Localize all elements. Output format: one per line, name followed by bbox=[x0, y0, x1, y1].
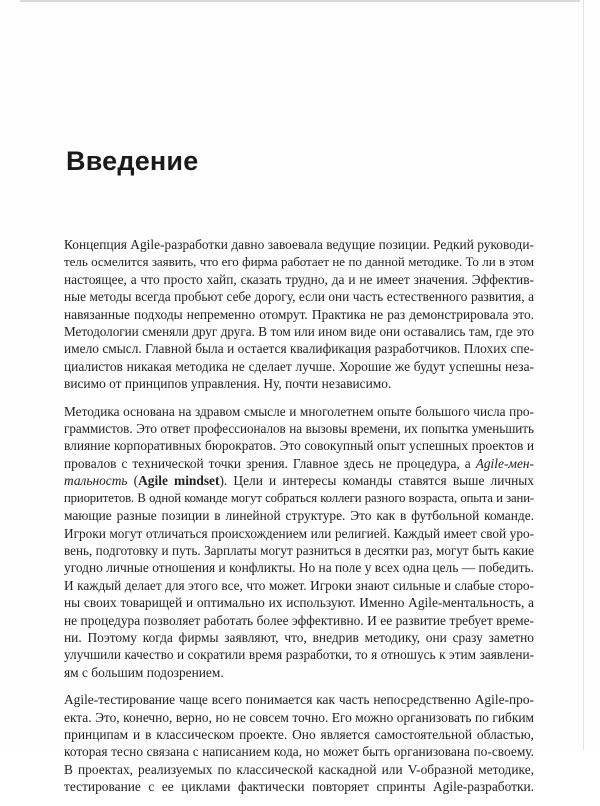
text-line: мающие разные позиции в линейной структуре. Это как в футбольной команде. bbox=[64, 508, 534, 524]
italic-term: тальность bbox=[64, 473, 128, 489]
text-line: И каждый делает для этого все, что может. Игроки знают сильные и слабые сторо- bbox=[64, 577, 534, 593]
text-line: принципам и в классическом проекте. Оно является самостоятельной областью, bbox=[64, 726, 534, 742]
text-line: улучшили качество и сократили время разработки, то я отношусь к этим заявлени- bbox=[64, 647, 534, 663]
page-right-edge bbox=[583, 0, 584, 750]
text-line: вень, подготовку и путь. Зарплаты могут разниться в десятки раз, могут быть какие bbox=[64, 542, 534, 558]
text-line: Методологии сменяли друг друга. В том или ином виде они оставались там, где это bbox=[64, 324, 534, 340]
text-line: висимо от принципов управления. Ну, почти независимо. bbox=[64, 376, 392, 392]
text-line-with-italic bbox=[64, 455, 534, 472]
text-run: ( bbox=[127, 473, 139, 489]
text-line: ям с большим подозрением. bbox=[64, 664, 224, 680]
paragraph-3 bbox=[64, 691, 534, 795]
text-line: ны своих товарищей и оптимально их используют. Именно Agile-ментальность, а bbox=[64, 595, 534, 611]
text-line: навязанные подходы непременно отомрут. Практика не раз демонстрировала это. bbox=[64, 306, 534, 322]
text-line: ные методы всегда пробьют себе дорогу, если они часть естественного развития, а bbox=[64, 289, 534, 305]
text-line: имело смысл. Главной была и остается квалификация разработчиков. Плохих спе- bbox=[64, 341, 534, 357]
paragraph-1 bbox=[64, 236, 534, 393]
chapter-title: Введение bbox=[66, 146, 199, 176]
text-line: екта. Это, конечно, верно, но не совсем точно. Его можно организовать по гибким bbox=[64, 709, 534, 725]
text-line: не процедура позволяет работать более эффективно. И ее развитие требует време- bbox=[64, 612, 534, 628]
text-line: циалистов никакая методика не сделает лучше. Хорошие же будут успешны неза- bbox=[64, 358, 534, 374]
text-line: Игроки могут отличаться происхождением или религией. Каждый имеет свой уро- bbox=[64, 525, 534, 541]
text-line: Agile-тестирование чаще всего понимается как часть непосредственно Agile-про- bbox=[64, 692, 534, 708]
text-run: ). Цели и интересы команды ставятся выше личных bbox=[219, 473, 534, 489]
text-line: Концепция Agile-разработки давно завоевала ведущие позиции. Редкий руководи- bbox=[64, 237, 534, 252]
text-line: приоритетов. В одной команде могут собраться коллеги разного возраста, опыта и зани- bbox=[64, 490, 534, 505]
text-line: которая тесно связана с написанием кода, но может быть организована по-своему. bbox=[64, 744, 534, 760]
text-line: тель осмелится заявить, что его фирма работает не по данной методике. То ли в этом bbox=[64, 254, 534, 270]
text-line: В проектах, реализуемых по классической каскадной или V-образной методике, bbox=[64, 761, 534, 777]
text-line: граммистов. Это ответ профессионалов на вызовы времени, их попытка уменьшить bbox=[64, 421, 534, 437]
bold-term: Agile mindset bbox=[138, 473, 220, 489]
text-line: угодно личные отношения и конфликты. Но на поле у всех одна цель — победить. bbox=[64, 560, 534, 576]
italic-term: Agile-мен- bbox=[475, 455, 534, 471]
text-line: влияние корпоративных бюрократов. Это совокупный опыт успешных проектов и bbox=[64, 438, 534, 454]
text-line-with-bold bbox=[64, 472, 534, 489]
text-line: ни. Поэтому когда фирмы заявляют, что, внедрив методику, они сразу заметно bbox=[64, 629, 534, 645]
text-run: провалов с технической точки зрения. Главное здесь не процедура, а bbox=[64, 455, 476, 471]
text-line: тестирование с ее циклами фактически повторяет спринты Agile-разработки. bbox=[64, 779, 534, 795]
paragraph-2 bbox=[64, 403, 534, 682]
text-line: Методика основана на здравом смысле и многолетнем опыте большого числа про- bbox=[64, 403, 534, 419]
page-top-edge bbox=[20, 0, 580, 2]
text-line: настоящее, а что просто хайп, сказать трудно, да и не имеет значения. Эффектив- bbox=[64, 271, 534, 287]
body-text bbox=[64, 236, 534, 806]
